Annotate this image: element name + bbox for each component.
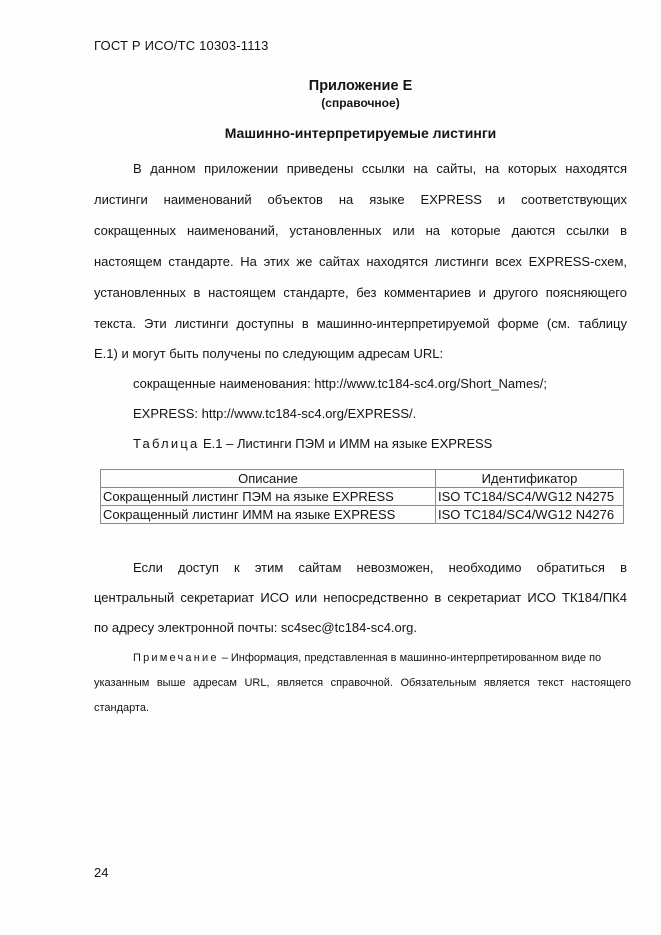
contact-line: Если доступ к этим сайтам невозможен, необходимо обратиться в [133, 560, 627, 575]
table-caption-label: Таблица [133, 436, 200, 451]
listings-table [100, 469, 624, 524]
contact-line: центральный секретариат ИСО или непосредственно в секретариат ИСО ТК184/ПК4 [94, 590, 627, 605]
table-caption [133, 436, 492, 451]
appendix-title: Приложение Е [308, 78, 413, 94]
note-label: Примечание [133, 652, 219, 664]
table-header-row [101, 470, 624, 488]
note-line: указанным выше адресам URL, является справочной. Обязательным является текст настоящего [94, 677, 631, 689]
intro-line: текста. Эти листинги доступны в машинно-интерпретируемой форме (см. таблицу [94, 316, 627, 331]
intro-line: Е.1) и могут быть получены по следующим адресам URL: [94, 346, 444, 361]
page-number: 24 [94, 865, 109, 880]
note-text: – Информация, представленная в машинно-интерпретированном виде по [218, 652, 602, 664]
appendix-subtitle: (справочное) [321, 96, 400, 110]
intro-line: В данном приложении приведены ссылки на сайты, на которых находятся [133, 161, 627, 176]
note-line: стандарта. [94, 702, 150, 714]
column-header-description: Описание [101, 470, 436, 488]
table-row [101, 506, 624, 524]
note-line [94, 650, 631, 666]
intro-line: настоящем стандарте. На этих же сайтах находятся листинги всех EXPRESS-схем, [94, 254, 627, 269]
table-cell: ISO TC184/SC4/WG12 N4276 [436, 506, 624, 524]
standard-header: ГОСТ Р ИСО/ТС 10303-1113 [94, 38, 269, 53]
url-short-names: сокращенные наименования: http://www.tc184-sc4.org/Short_Names/; [133, 376, 547, 391]
intro-line: листинги наименований объектов на языке EXPRESS и соответствующих [94, 192, 627, 207]
intro-line: сокращенных наименований, установленных или на которые даются ссылки в [94, 223, 627, 238]
section-title: Машинно-интерпретируемые листинги [224, 125, 497, 141]
table-caption-text: Е.1 – Листинги ПЭМ и ИММ на языке EXPRESS [199, 436, 493, 451]
table-cell: ISO TC184/SC4/WG12 N4275 [436, 488, 624, 506]
url-express: EXPRESS: http://www.tc184-sc4.org/EXPRESS/. [133, 406, 417, 421]
column-header-identifier: Идентификатор [436, 470, 624, 488]
intro-line: установленных в настоящем стандарте, без комментариев и другого поясняющего [94, 285, 627, 300]
contact-line: по адресу электронной почты: sc4sec@tc184-sc4.org. [94, 620, 417, 635]
table-cell: Сокращенный листинг ИММ на языке EXPRESS [101, 506, 436, 524]
table-cell: Сокращенный листинг ПЭМ на языке EXPRESS [101, 488, 436, 506]
table-row [101, 488, 624, 506]
